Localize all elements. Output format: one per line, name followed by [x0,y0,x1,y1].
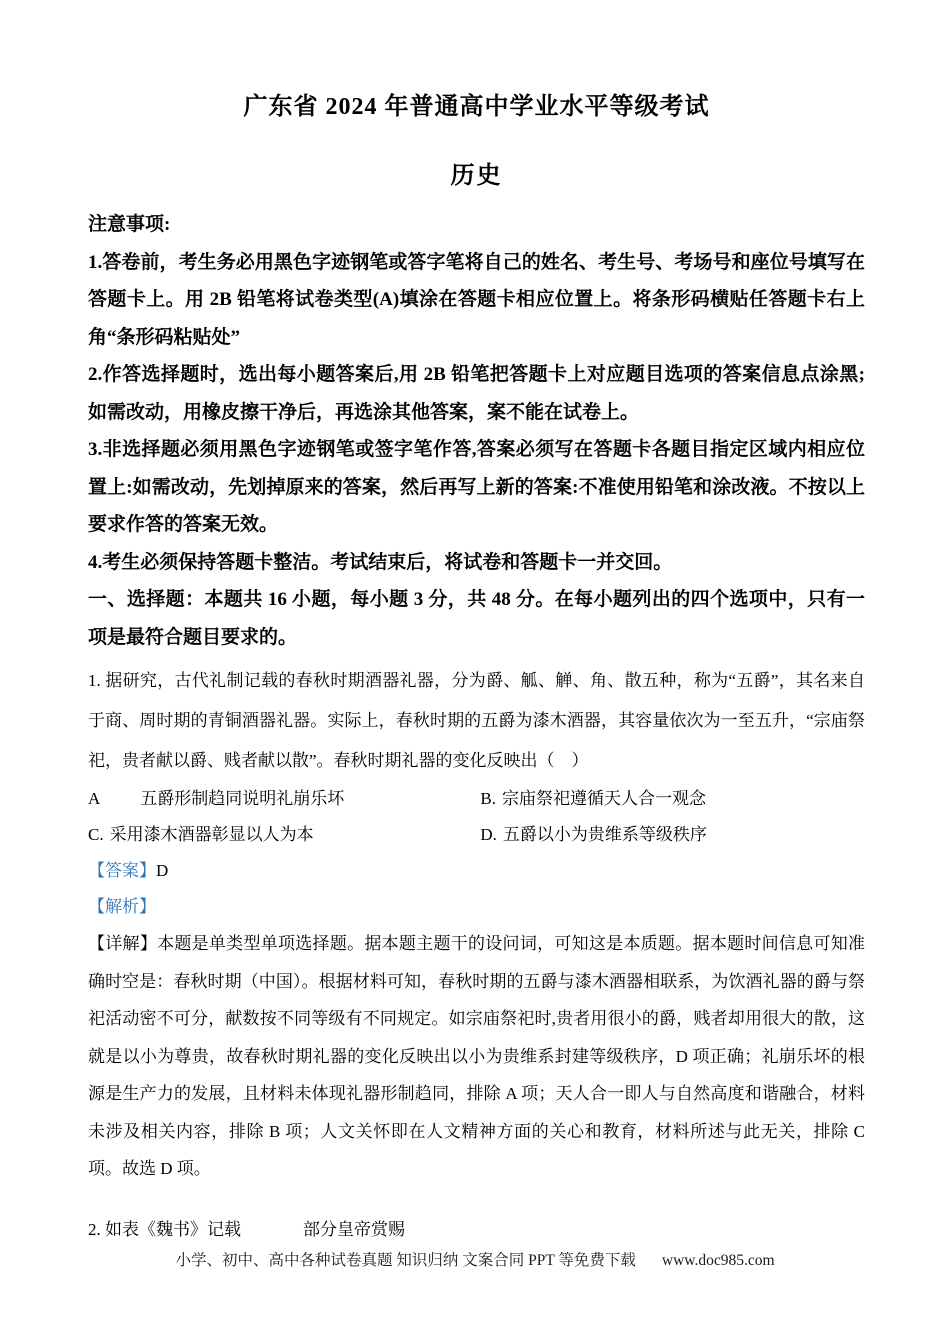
option-c-label: C. [88,825,104,844]
exam-subject: 历史 [450,163,503,189]
option-a [88,781,480,817]
section-one-heading: 一、选择题：本题共 16 小题，每小题 3 分，共 48 分。在每小题列出的四个选项中，只有一项是最符合题目要求的。 [88,589,865,648]
notice-section [88,206,865,581]
notice-item-4: 4.考生必须保持答题卡整洁。考试结束后，将试卷和答题卡一并交回。 [88,551,673,573]
answer-label: 【答案】 [88,861,156,880]
notice-heading: 注意事项: [88,214,171,235]
option-c-text: 采用漆木酒器彰显以人为本 [109,825,314,844]
option-d-text: 五爵以小为贵维系等级秩序 [502,825,707,844]
option-b-label: B. [480,789,496,808]
question-1-options [88,781,865,853]
footer-url: www.doc985.com [661,1252,775,1269]
exam-title: 广东省 2024 年普通高中学业水平等级考试 [243,94,710,120]
notice-item-1: 1.答卷前，考生务必用黑色字迹钢笔或答字笔将自己的姓名、考生号、考场号和座位号填写在答题卡上。用 2B 铅笔将试卷类型(A)填涂在答题卡相应位置上。将条形码横贴任答题卡右上角“条形码粘贴处” [88,251,865,348]
notice-item-2: 2.作答选择题时，选出每小题答案后,用 2B 铅笔把答题卡上对应题目选项的答案信息点涂黑;如需改动，用橡皮擦干净后，再选涂其他答案，案不能在试卷上。 [88,364,865,423]
answer-line [88,853,865,889]
option-a-text: 五爵形制趋同说明礼崩乐坏 [140,789,345,808]
detail-paragraph [88,925,865,1188]
option-b-text: 宗庙祭祀遵循天人合一观念 [501,789,706,808]
question-2-stem-right: 部分皇帝赏赐 [303,1219,405,1239]
page-footer [0,1248,950,1270]
question-2-stem-left: 2. 如表《魏书》记载 [88,1219,241,1239]
answer-value: D [156,861,169,880]
detail-text: 本题是单类型单项选择题。据本题主题干的设问词，可知这是本质题。据本题时间信息可知准确时空是：春秋时期（中国）。根据材料可知，春秋时期的五爵与漆木酒器相联系，为饮酒礼器的爵与祭祀活动密不可分，献数按不同等级有不同规定。如宗庙祭祀时,贵者用很小的爵，贱者却用很大的散，这就是以小为尊贵，故春秋时期礼器的变化反映出以小为贵维系封建等级秩序，D 项正确；礼崩乐坏的根源是生产力的发展，且材料未体现礼器形制趋同，排除 A 项；天人合一即人与自然高度和谐融合，材料未涉及相关内容，排除 B 项；人文关怀即在人文精神方面的关心和教育，材料所述与此无关，排除 C 项。故选 D 项。 [88,934,866,1178]
analysis-line [88,889,865,925]
question-1-stem: 1. 据研究，古代礼制记载的春秋时期酒器礼器，分为爵、觚、觯、角、散五种，称为“五爵”，其名来自于商、周时期的青铜酒器礼器。实际上，春秋时期的五爵为漆木酒器，其容量依次为一至五升，“宗庙祭祀，贵者献以爵、贱者献以散”。春秋时期礼器的变化反映出（ ） [88,671,865,770]
option-a-label: A [88,789,101,808]
option-b [480,781,865,817]
analysis-label: 【解析】 [88,897,156,916]
footer-text: 小学、初中、高中各种试卷真题 知识归纳 文案合同 PPT 等免费下载 [175,1252,636,1269]
notice-item-3: 3.非选择题必须用黑色字迹钢笔或签字笔作答,答案必须写在答题卡各题目指定区域内相应位置上:如需改动，先划掉原来的答案，然后再写上新的答案:不准使用铅笔和涂改液。不按以上要求作答的答案无效。 [88,439,865,535]
option-c [88,817,480,853]
detail-label: 【详解】 [88,934,158,953]
question-2-stem [88,1218,865,1242]
option-d [480,817,865,853]
option-d-label: D. [480,825,497,844]
